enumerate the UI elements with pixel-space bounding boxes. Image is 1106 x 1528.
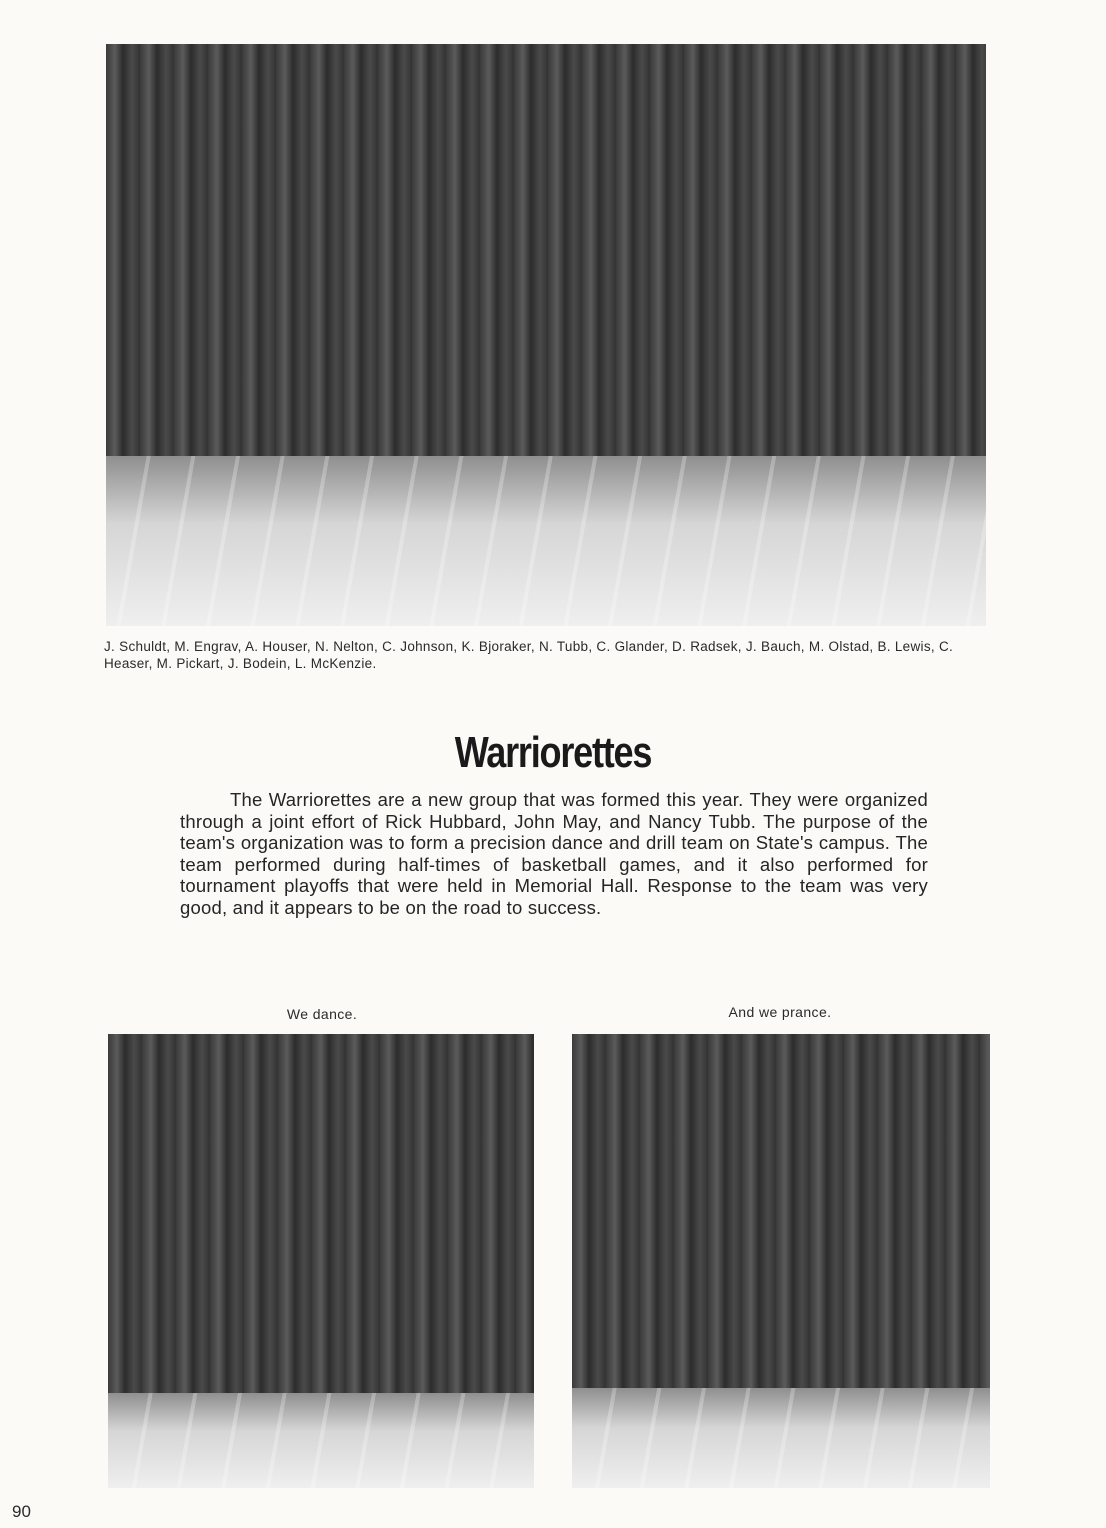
dancer-leg <box>108 1259 128 1397</box>
dancer-head <box>572 1034 616 1086</box>
page-number: 90 <box>12 1502 31 1521</box>
dancer-blouse <box>106 122 219 274</box>
dancer-sash <box>108 1182 171 1195</box>
article-body <box>180 789 928 918</box>
left-photo-caption: We dance. <box>286 1006 358 1022</box>
dancer-shorts <box>572 1200 642 1268</box>
dancer-head <box>108 1034 151 1084</box>
left-dance-photo <box>108 1034 534 1488</box>
dancer-sash <box>106 274 204 294</box>
dancer-blouse <box>572 1086 647 1187</box>
right-prance-photo <box>572 1034 990 1488</box>
main-group-photo <box>106 44 986 626</box>
right-photo-caption: And we prance. <box>728 1004 832 1020</box>
dancer-blouse <box>108 1084 181 1182</box>
dancer-shorts <box>106 294 211 395</box>
dancer-head <box>106 44 172 122</box>
article-body-text: The Warriorettes are a new group that was formed this year. They were organized through a joint effort of Rick Hubbard, John May, and Nancy Tubb. The purpose of the team's organization was to form a precision dance and drill team on State's campus. The team performed during half-times of basketball games, and it also performed for tournament playoffs that were held in Memorial Hall. Response to the team was very good, and it appears to be on the road to success. <box>180 789 928 918</box>
dancer-sash <box>572 1187 637 1200</box>
dancer-shorts <box>108 1194 176 1259</box>
page-title: Warriorettes <box>454 728 652 777</box>
main-photo-caption: J. Schuldt, M. Engrav, A. Houser, N. Nelton, C. Johnson, K. Bjoraker, N. Tubb, C. Glander, D. Radsek, J. Bauch, M. Olstad, B. Lewis, C. Heaser, M. Pickart, J. Bodein, L. McKenzie. <box>104 639 954 671</box>
